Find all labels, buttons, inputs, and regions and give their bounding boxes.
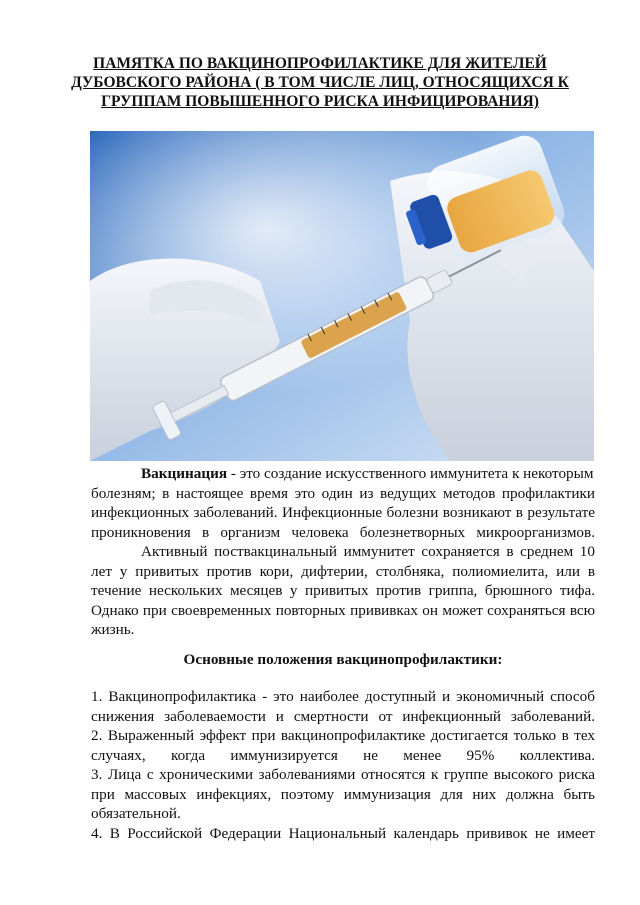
text-line: проникновения в организм человека болезнетворных микроорганизмов.	[91, 523, 595, 541]
list-line: 4. В Российской Федерации Национальный календарь прививок не имеет	[91, 824, 595, 842]
title-line: ДУБОВСКОГО РАЙОНА ( В ТОМ ЧИСЛЕ ЛИЦ, ОТНОСЯЩИХСЯ К	[71, 74, 569, 91]
document-title	[70, 54, 570, 111]
intro-paragraph	[91, 464, 595, 640]
list-line: случаях, когда иммунизируется не менее 95% коллектива.	[91, 746, 595, 764]
list-line: снижения заболеваемости и смертности от инфекционный заболеваний.	[91, 707, 595, 725]
list-line: 2. Выраженный эффект при вакцинопрофилактике достигается только в тех	[91, 727, 595, 744]
text-line: жизнь.	[91, 621, 135, 638]
text-line	[91, 464, 595, 484]
text-line: Однако при своевременных повторных прививках он может сохраняться всю	[91, 601, 595, 619]
intro-line-rest: - это создание искусственного иммунитета к некоторым	[227, 465, 594, 482]
list-line: при массовых инфекциях, поэтому иммунизация для них должна быть	[91, 785, 595, 803]
list-line: обязательной.	[91, 805, 181, 822]
text-line: лет у привитых против кори, дифтерии, столбняка, полиомиелита, или в	[91, 562, 595, 580]
title-line: ГРУППАМ ПОВЫШЕННОГО РИСКА ИНФИЦИРОВАНИЯ)	[101, 93, 539, 110]
vaccination-term: Вакцинация	[141, 465, 228, 482]
list-line: 1. Вакцинопрофилактика - это наиболее доступный и экономичный способ	[91, 688, 595, 705]
text-line: течение нескольких месяцев у привитых против гриппа, брюшного тифа.	[91, 582, 595, 599]
title-line: ПАМЯТКА ПО ВАКЦИНОПРОФИЛАКТИКЕ ДЛЯ ЖИТЕЛЕЙ	[93, 55, 547, 72]
vaccine-photo	[90, 131, 594, 461]
section-heading: Основные положения вакцинопрофилактики:	[183, 651, 503, 668]
text-line: болезням; в настоящее время это один из ведущих методов профилактики	[91, 484, 595, 502]
principles-list	[91, 687, 595, 843]
text-line: Активный поствакцинальный иммунитет сохраняется в среднем 10	[141, 543, 595, 560]
list-line: 3. Лица с хроническими заболеваниями относятся к группе высокого риска	[91, 766, 595, 783]
syringe-vial-illustration	[90, 131, 594, 461]
text-line: инфекционных заболеваний. Инфекционные болезни возникают в результате	[91, 504, 595, 521]
